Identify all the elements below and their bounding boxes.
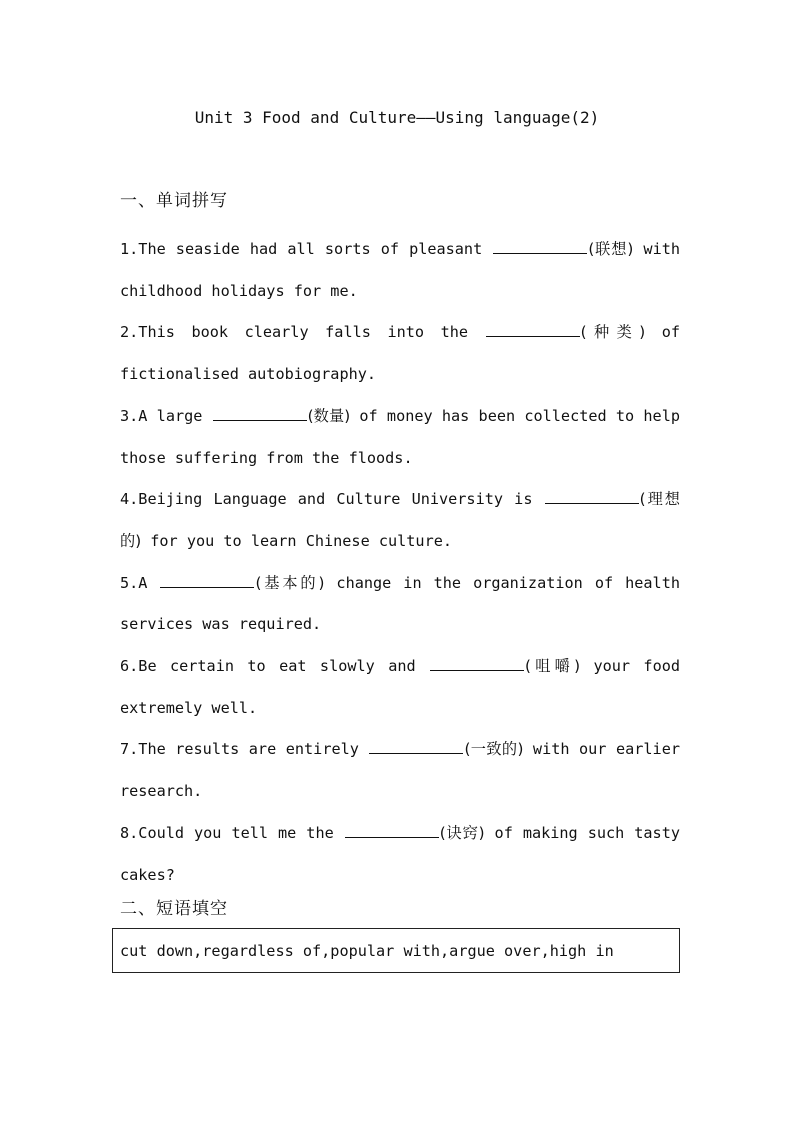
chinese-hint: (基本的) bbox=[255, 573, 325, 592]
question-text-after: with our earlier research. bbox=[120, 740, 680, 801]
question-text-after: of making such tasty cakes? bbox=[120, 823, 680, 884]
chinese-hint: (理想的) bbox=[120, 490, 680, 550]
question-item bbox=[120, 729, 680, 812]
question-text-after: for you to learn Chinese culture. bbox=[141, 531, 453, 550]
question-text-before: This book clearly falls into the bbox=[138, 323, 485, 342]
document-title: Unit 3 Food and Culture——Using language(2) bbox=[194, 108, 600, 127]
question-item bbox=[120, 563, 680, 646]
question-number: 5. bbox=[120, 573, 139, 592]
question-number: 1. bbox=[120, 240, 139, 258]
phrase-bank-text: cut down,regardless of,popular with,argue over,high in bbox=[120, 942, 614, 960]
question-number: 3. bbox=[120, 406, 139, 425]
chinese-hint: (联想) bbox=[588, 240, 634, 258]
question-number: 7. bbox=[120, 740, 139, 759]
question-item bbox=[120, 813, 680, 896]
question-number: 6. bbox=[120, 657, 139, 676]
chinese-hint: (咀嚼) bbox=[525, 657, 581, 676]
chinese-hint: (一致的) bbox=[464, 740, 524, 759]
phrase-bank-box bbox=[112, 928, 680, 973]
question-text-after: of money has been collected to help those suffering from the floods. bbox=[120, 406, 680, 467]
question-text-before: The results are entirely bbox=[138, 740, 369, 759]
answer-blank[interactable] bbox=[493, 252, 587, 254]
question-text-before: Beijing Language and Culture University is bbox=[138, 490, 544, 509]
question-text-after: of fictionalised autobiography. bbox=[120, 323, 680, 384]
chinese-hint: (数量) bbox=[307, 406, 351, 425]
question-text-before: Be certain to eat slowly and bbox=[138, 657, 430, 676]
question-item bbox=[120, 646, 680, 729]
chinese-hint: (种类) bbox=[580, 323, 646, 342]
answer-blank[interactable] bbox=[345, 836, 439, 838]
question-number: 4. bbox=[120, 490, 139, 509]
answer-blank[interactable] bbox=[369, 752, 463, 754]
question-item bbox=[120, 396, 680, 479]
question-item bbox=[120, 479, 680, 562]
section-heading-word-spelling: 一、单词拼写 bbox=[120, 191, 228, 211]
question-text-before: A large bbox=[138, 406, 212, 425]
word-spelling-question-list bbox=[120, 229, 680, 896]
answer-blank[interactable] bbox=[430, 669, 524, 671]
question-number: 2. bbox=[120, 323, 139, 342]
question-text-before: A bbox=[138, 573, 160, 592]
answer-blank[interactable] bbox=[213, 419, 307, 421]
section-heading-phrase-fill: 二、短语填空 bbox=[120, 899, 228, 919]
question-text-after: change in the organization of health services was required. bbox=[120, 573, 680, 634]
answer-blank[interactable] bbox=[160, 586, 254, 588]
question-item bbox=[120, 312, 680, 395]
answer-blank[interactable] bbox=[486, 335, 580, 337]
question-text-before: Could you tell me the bbox=[138, 823, 344, 842]
question-text-after: your food extremely well. bbox=[120, 657, 681, 717]
chinese-hint: (诀窍) bbox=[439, 823, 485, 842]
question-number: 8. bbox=[120, 823, 139, 842]
question-text-after: with childhood holidays for me. bbox=[120, 240, 680, 300]
question-text-before: The seaside had all sorts of pleasant bbox=[138, 240, 493, 258]
question-item bbox=[120, 229, 680, 312]
answer-blank[interactable] bbox=[545, 502, 639, 504]
